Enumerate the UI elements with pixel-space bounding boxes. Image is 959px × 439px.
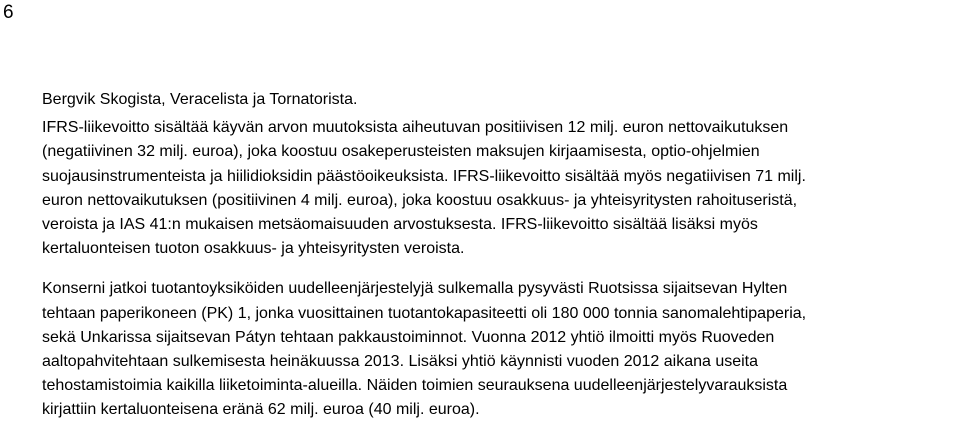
text-line: Bergvik Skogista, Veracelista ja Tornatorista. [42, 91, 358, 108]
text-line: suojausinstrumenteista ja hiilidioksidin päästöoikeuksista. IFRS-liikevoitto sisältää myös negatiivisen 71 milj. [42, 167, 806, 185]
text-line: veroista ja IAS 41:n mukaisen metsäomaisuuden arvostuksesta. IFRS-liikevoitto sisältää lisäksi myös [42, 215, 758, 233]
text-line: IFRS-liikevoitto sisältää käyvän arvon muutoksista aiheutuvan positiivisen 12 milj. euron nettovaikutuksen [42, 119, 789, 137]
text-line: (negatiivinen 32 milj. euroa), joka koostuu osakeperusteisten maksujen kirjaamisesta, optio-ohjelmien [42, 143, 760, 161]
paragraph-1 [42, 88, 957, 112]
text-line: kirjattiin kertaluonteisena eränä 62 milj. euroa (40 milj. euroa). [42, 401, 480, 419]
text-line: tehtaan paperikoneen (PK) 1, jonka vuosittainen tuotantokapasiteetti oli 180 000 tonnia sanomalehtipaperia, [42, 304, 807, 322]
text-line: euron nettovaikutuksen (positiivinen 4 milj. euroa), joka koostuu osakkuus- ja yhteisyritysten rahoituseristä, [42, 191, 798, 209]
text-line: Konserni jatkoi tuotantoyksiköiden uudelleenjärjestelyjä sulkemalla pysyvästi Ruotsissa sijaitsevan Hylten [42, 280, 788, 298]
text-line: sekä Unkarissa sijaitsevan Pátyn tehtaan pakkaustoiminnot. Vuonna 2012 yhtiö ilmoitti myös Ruoveden [42, 328, 775, 346]
paragraph-3 [42, 277, 957, 422]
text-line: aaltopahvitehtaan sulkemisesta heinäkuussa 2013. Lisäksi yhtiö käynnisti vuoden 2012 aikana useita [42, 352, 759, 370]
text-line: tehostamistoimia kaikilla liiketoiminta-alueilla. Näiden toimien seurauksena uudelleenjärjestelyvarauksista [42, 377, 788, 395]
document-body [42, 88, 957, 422]
page-number: 6 [3, 2, 14, 23]
text-line: kertaluonteisen tuoton osakkuus- ja yhteisyritysten veroista. [42, 240, 465, 258]
paragraph-2 [42, 116, 957, 261]
